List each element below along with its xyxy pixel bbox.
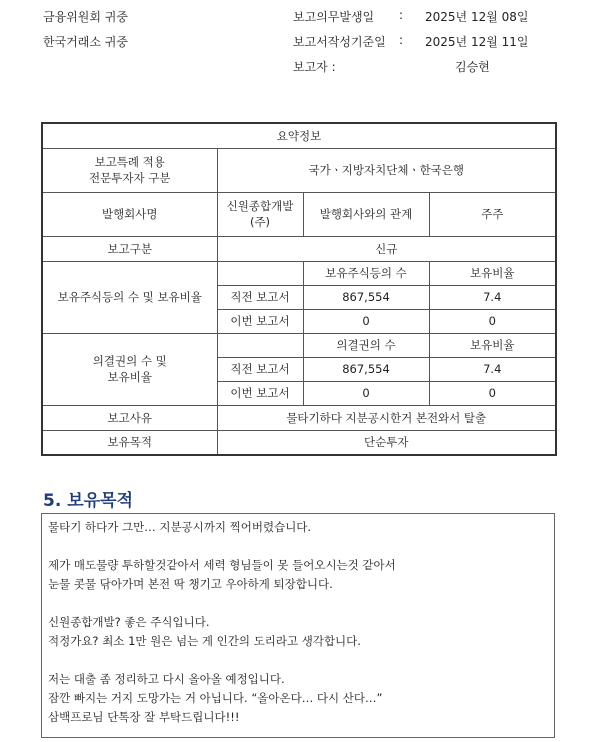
body-line-spacer	[48, 594, 548, 613]
voting-curr-ratio: 0	[429, 381, 556, 405]
issuer-row	[42, 192, 556, 236]
report-type-value: 신규	[217, 236, 556, 261]
holdings-prev-label: 직전 보고서	[217, 285, 303, 309]
voting-label	[42, 333, 217, 405]
voting-label-line1: 의결권의 수 및	[92, 354, 167, 368]
purpose-label: 보유목적	[42, 430, 217, 455]
issuer-value	[217, 192, 303, 236]
section-heading	[43, 486, 133, 511]
body-line: 제가 매도물량 투하할것같아서 세력 형님들이 못 들어오시는것 같아서	[48, 558, 396, 572]
voting-col-ratio: 보유비율	[429, 333, 556, 357]
body-line: 신원종합개발? 좋은 주식입니다.	[48, 615, 210, 629]
holdings-curr-label: 이번 보고서	[217, 309, 303, 333]
body-line: 삼백프로님 단톡장 잘 부탁드립니다!!!	[48, 710, 240, 724]
holdings-curr-count: 0	[303, 309, 429, 333]
holdings-header-row	[42, 261, 556, 285]
body-line-spacer	[48, 537, 548, 556]
voting-prev-label: 직전 보고서	[217, 357, 303, 381]
special-label	[42, 148, 217, 192]
holdings-curr-ratio: 0	[429, 309, 556, 333]
purpose-value: 단순투자	[217, 430, 556, 455]
body-line: 눈물 콧물 닦아가며 본전 딱 챙기고 우아하게 퇴장합니다.	[48, 577, 333, 591]
relation-value: 주주	[429, 192, 556, 236]
body-line: 잠깐 빠지는 거지 도망가는 거 아닙니다. “올아온다… 다시 산다…”	[48, 691, 383, 705]
special-label-line1: 보고특례 적용	[94, 155, 165, 169]
report-date-colon: :	[399, 33, 404, 47]
report-date-value: 2025년 12월 11일	[425, 35, 529, 49]
holdings-col-count: 보유주식등의 수	[303, 261, 429, 285]
voting-header-row	[42, 333, 556, 357]
report-date-label: 보고서작성기준일	[293, 35, 386, 49]
summary-title-row	[42, 123, 556, 148]
issuer-label: 발행회사명	[42, 192, 217, 236]
reporter-label: 보고자 :	[293, 60, 336, 74]
report-type-label: 보고구분	[42, 236, 217, 261]
recipient-fsc: 금융위원회 귀중	[43, 10, 128, 24]
section-number: 5.	[43, 491, 62, 511]
special-row	[42, 148, 556, 192]
voting-col-count: 의결권의 수	[303, 333, 429, 357]
purpose-text-box	[41, 513, 555, 738]
obligation-date-value: 2025년 12월 08일	[425, 10, 529, 24]
reason-label: 보고사유	[42, 405, 217, 430]
holdings-label: 보유주식등의 수 및 보유비율	[42, 261, 217, 333]
reporter-name: 김승현	[455, 60, 490, 74]
obligation-date-label: 보고의무발생일	[293, 10, 375, 24]
report-type-row	[42, 236, 556, 261]
special-label-line2: 전문투자자 구분	[89, 171, 171, 185]
purpose-row	[42, 430, 556, 455]
holdings-header-blank	[217, 261, 303, 285]
reason-value: 물타기하다 지분공시한거 본전와서 탈출	[217, 405, 556, 430]
body-line: 물타기 하다가 그만… 지분공시까지 찍어버렸습니다.	[48, 520, 312, 534]
summary-table	[41, 122, 557, 456]
voting-header-blank	[217, 333, 303, 357]
reason-row	[42, 405, 556, 430]
report-header	[0, 0, 600, 80]
body-line: 저는 대출 좀 정리하고 다시 올아올 예정입니다.	[48, 672, 285, 686]
recipient-krx: 한국거래소 귀중	[43, 35, 128, 49]
relation-label: 발행회사와의 관계	[303, 192, 429, 236]
holdings-prev-count: 867,554	[303, 285, 429, 309]
holdings-col-ratio: 보유비율	[429, 261, 556, 285]
voting-prev-ratio: 7.4	[429, 357, 556, 381]
holdings-prev-ratio: 7.4	[429, 285, 556, 309]
obligation-date-colon: :	[399, 8, 404, 22]
voting-prev-count: 867,554	[303, 357, 429, 381]
voting-curr-label: 이번 보고서	[217, 381, 303, 405]
section-title-text: 보유목적	[67, 491, 133, 511]
issuer-value-line1: 신원종합개발	[226, 199, 294, 213]
voting-curr-count: 0	[303, 381, 429, 405]
summary-title: 요약정보	[42, 123, 556, 148]
body-line: 적정가요? 최소 1만 원은 넘는 게 인간의 도리라고 생각합니다.	[48, 634, 361, 648]
body-line-spacer	[48, 651, 548, 670]
issuer-value-line2: (주)	[249, 215, 271, 229]
special-value: 국가ㆍ지방자치단체ㆍ한국은행	[217, 148, 556, 192]
voting-label-line2: 보유비율	[107, 370, 152, 384]
